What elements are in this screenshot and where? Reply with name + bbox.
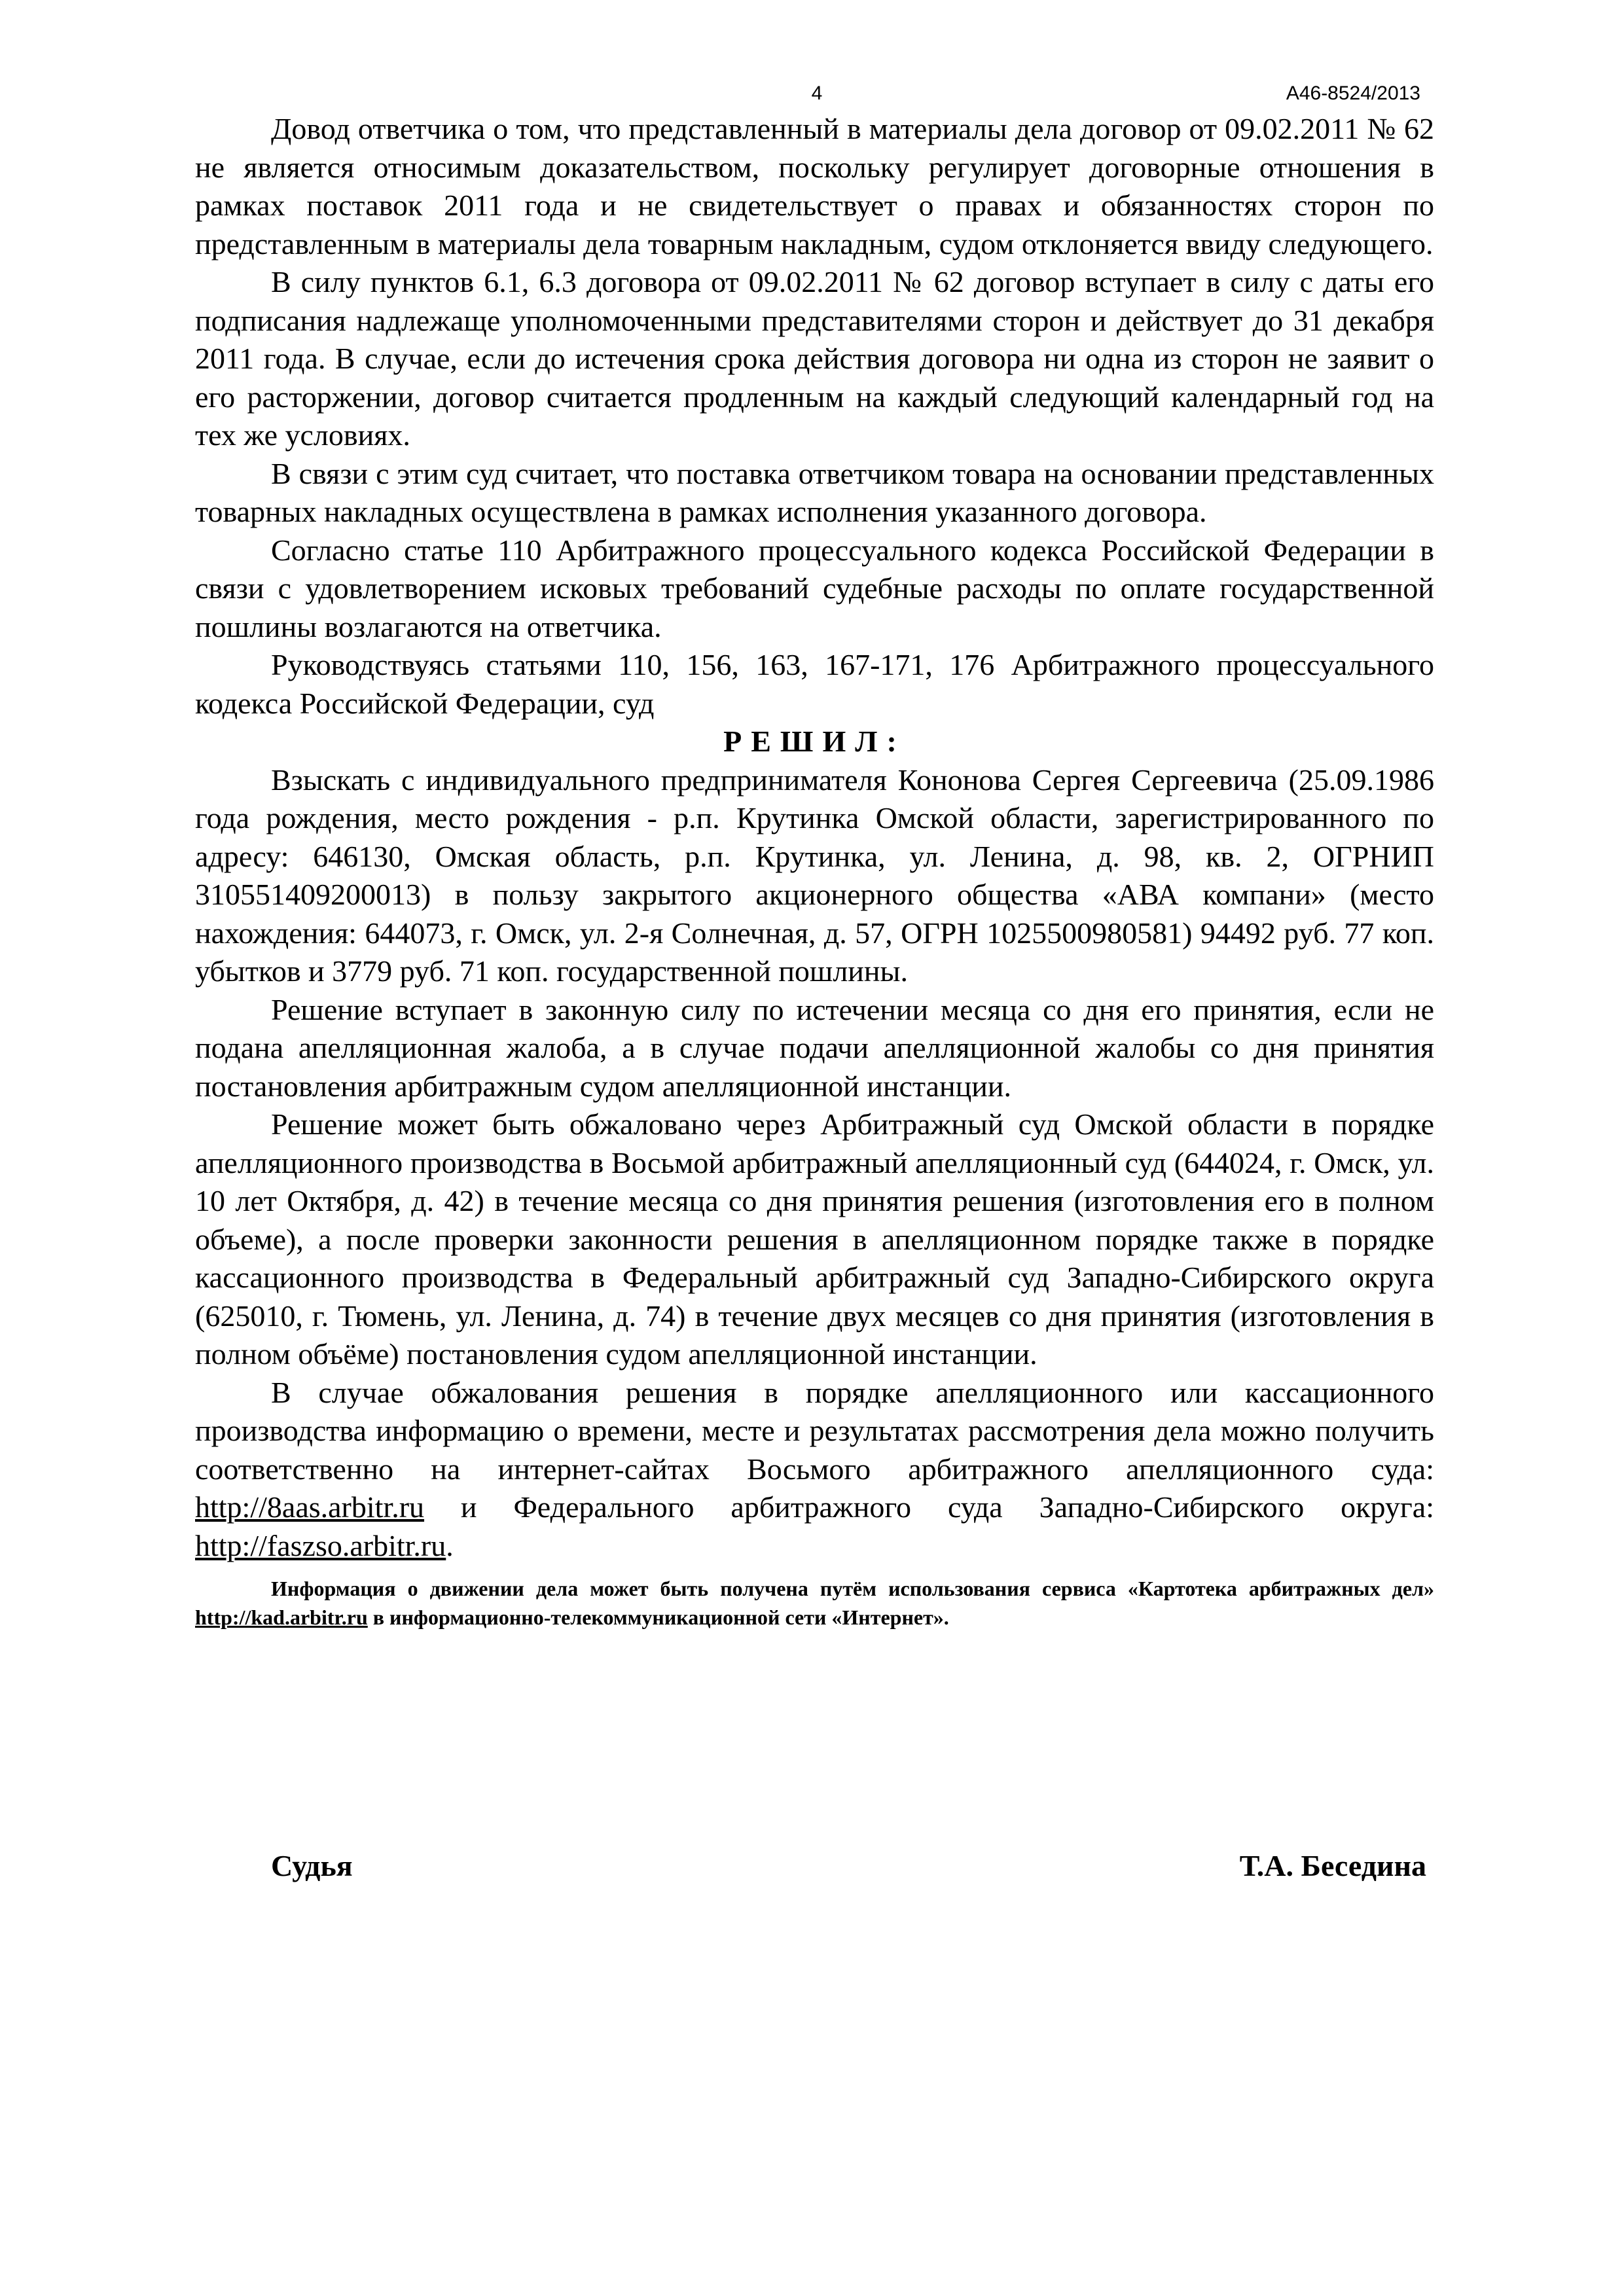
paragraph-court-opinion: В связи с этим суд считает, что поставка ответчиком товара на основании представленных товарных накладных осуществлена в рамках исполнения указанного договора. <box>195 456 1434 528</box>
paragraph-defendant-argument: Довод ответчика о том, что представленный в материалы дела договор от 09.02.2011 № 62 не является относимым доказательством, поскольку регулирует договорные отношения в рамках поставок 2011 года и не свидетельствует о правах и обязанностях сторон по представленным в материалы дела товарным накладным, судом отклоняется ввиду следующего. <box>195 112 1434 260</box>
document-body <box>195 110 1434 1632</box>
paragraph-decision-recovery: Взыскать с индивидуального предпринимателя Кононова Сергея Сергеевича (25.09.1986 года рождения, место рождения - р.п. Крутинка Омской области, зарегистрированного по адресу: 646130, Омская область, р.п. Крутинка, ул. Ленина, д. 98, кв. 2, ОГРНИП 310551409200013) в пользу закрытого акционерного общества «АВА компани» (место нахождения: 644073, г. Омск, ул. 2-я Солнечная, д. 57, ОГРН 1025500980581) 94492 руб. 77 коп. убытков и 3779 руб. 71 коп. государственной пошлины. <box>195 762 1434 988</box>
note-text-1: Информация о движении дела может быть получена путём использования сервиса «Картотека арбитражных дел» <box>271 1577 1434 1600</box>
paragraph-appeal-procedure: Решение может быть обжаловано через Арбитражный суд Омской области в порядке апелляционного производства в Восьмой арбитражный апелляционный суд (644024, г. Омск, ул. 10 лет Октября, д. 42) в течение месяца со дня принятия решения (изготовления его в полном объеме), а после проверки законности решения в апелляционном порядке также в порядке кассационного производства в Федеральный арбитражный суд Западно-Сибирского округа (625010, г. Тюмень, ул. Ленина, д. 74) в течение двух месяцев со дня принятия (изготовления в полном объёме) постановления судом апелляционной инстанции. <box>195 1107 1434 1371</box>
case-number: А46-8524/2013 <box>1286 82 1420 104</box>
link-faszso[interactable]: http://faszso.arbitr.ru <box>195 1528 446 1562</box>
paragraph-contract-terms: В силу пунктов 6.1, 6.3 договора от 09.02.2011 № 62 договор вступает в силу с даты его подписания надлежаще уполномоченными представителями сторон и действует до 31 декабря 2011 года. В случае, если до истечения срока действия договора ни одна из сторон не заявит о его расторжении, договор считается продленным на каждый следующий календарный год на тех же условиях. <box>195 265 1434 452</box>
page-number: 4 <box>811 82 823 104</box>
paragraph-legal-basis: Руководствуясь статьями 110, 156, 163, 167-171, 176 Арбитражного процессуального кодекса Российской Федерации, суд <box>195 648 1434 720</box>
paragraph-entry-into-force: Решение вступает в законную силу по истечении месяца со дня его принятия, если не подана апелляционная жалоба, а в случае подачи апелляционной жалобы со дня принятия постановления арбитражным судом апелляционной инстанции. <box>195 992 1434 1103</box>
appeal-info-text-3: . <box>446 1528 454 1562</box>
paragraph-appeal-info <box>195 1374 1434 1566</box>
judge-label: Судья <box>271 1849 353 1882</box>
case-tracking-note <box>195 1574 1434 1632</box>
decision-title: РЕШИЛ: <box>723 725 906 758</box>
link-kad[interactable]: http://kad.arbitr.ru <box>195 1605 368 1629</box>
paragraph-court-costs: Согласно статье 110 Арбитражного процессуального кодекса Российской Федерации в связи с удовлетворением исковых требований судебные расходы по оплате государственной пошлины возлагаются на ответчика. <box>195 533 1434 643</box>
appeal-info-text-2: и Федерального арбитражного суда Западно-Сибирского округа: <box>424 1490 1434 1524</box>
judge-name: Т.А. Беседина <box>1239 1849 1426 1882</box>
appeal-info-text-1: В случае обжалования решения в порядке апелляционного или кассационного производства информацию о времени, месте и результатах рассмотрения дела можно получить соответственно на интернет-сайтах Восьмого арбитражного апелляционного суда: <box>195 1375 1434 1486</box>
link-8aas[interactable]: http://8aas.arbitr.ru <box>195 1490 425 1524</box>
note-text-2: в информационно-телекоммуникационной сети «Интернет». <box>367 1605 949 1629</box>
